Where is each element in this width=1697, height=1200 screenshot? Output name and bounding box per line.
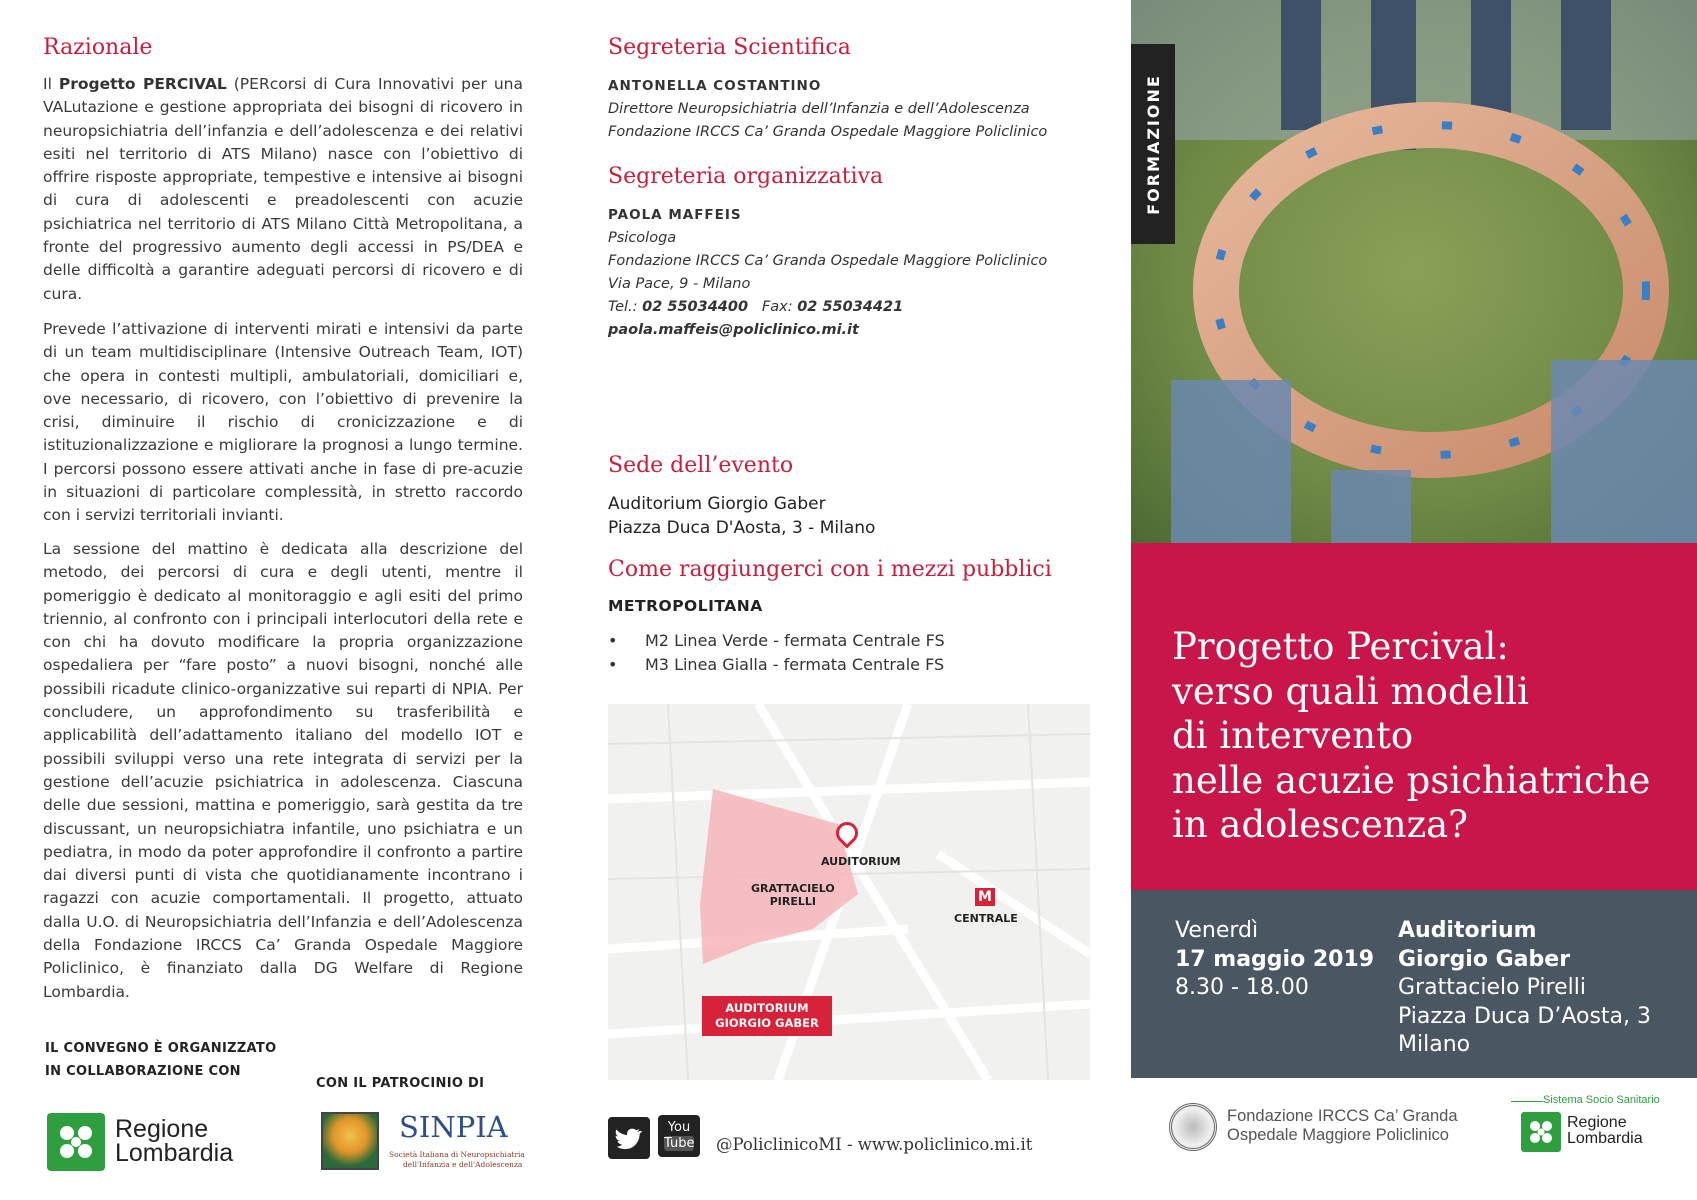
venue-line-2: Piazza Duca D'Aosta, 3 - Milano bbox=[608, 518, 876, 538]
sistema-regione-logo bbox=[1511, 1094, 1691, 1166]
organized-line-1: IL CONVEGNO È ORGANIZZATO bbox=[45, 1041, 277, 1056]
place-line-3: Grattacielo Pirelli bbox=[1398, 975, 1586, 1000]
right-column bbox=[1131, 0, 1697, 1200]
scientific-name: ANTONELLA COSTANTINO bbox=[608, 78, 822, 94]
organized-line-2: IN COLLABORAZIONE CON bbox=[45, 1064, 241, 1079]
sinpia-subtitle-1: Società Italiana di Neuropsichiatria bbox=[389, 1150, 525, 1159]
map-label-auditorium: AUDITORIUM bbox=[821, 855, 901, 868]
youtube-tube: Tube bbox=[664, 1136, 695, 1151]
grattacielo-line-2: PIRELLI bbox=[769, 895, 816, 908]
fondazione-logo bbox=[1169, 1103, 1479, 1155]
metro-item-text: M3 Linea Gialla - fermata Centrale FS bbox=[645, 655, 945, 674]
organizing-contact bbox=[608, 204, 1047, 342]
event-date: 17 maggio 2019 bbox=[1175, 946, 1375, 972]
tel-number: 02 55034400 bbox=[642, 299, 749, 315]
event-place bbox=[1398, 917, 1651, 1060]
email-link[interactable]: paola.maffeis@policlinico.mi.it bbox=[608, 322, 859, 338]
grattacielo-line-1: GRATTACIELO bbox=[751, 882, 835, 895]
sinpia-logo bbox=[321, 1110, 525, 1174]
badge-line-2: GIORGIO GABER bbox=[715, 1016, 819, 1030]
organizing-org: Fondazione IRCCS Ca’ Granda Ospedale Maggiore Policlinico bbox=[608, 253, 1048, 269]
razionale-paragraph-1 bbox=[43, 73, 523, 306]
scientific-role: Direttore Neuropsichiatria dell’Infanzia e dell’Adolescenza bbox=[608, 101, 1030, 117]
title-line: di intervento bbox=[1172, 714, 1414, 757]
metro-list bbox=[608, 629, 945, 677]
place-line-1: Auditorium bbox=[1398, 918, 1537, 943]
fax-label: Fax: bbox=[761, 299, 798, 315]
list-item bbox=[608, 629, 945, 653]
fax-number: 02 55034421 bbox=[797, 299, 904, 315]
social-handle-website[interactable]: @PoliclinicoMI - www.policlinico.mi.it bbox=[716, 1135, 1033, 1154]
segreteria-organizzativa-title: Segreteria organizzativa bbox=[608, 164, 884, 189]
title-line: nelle acuzie psichiatriche bbox=[1172, 758, 1651, 802]
policlinico-seal-icon bbox=[1169, 1103, 1217, 1151]
regione-line-2: Lombardia bbox=[1567, 1130, 1643, 1147]
map-badge-auditorium bbox=[702, 996, 832, 1036]
regione-logo-line-2: Lombardia bbox=[115, 1139, 234, 1167]
place-line-2: Giorgio Gaber bbox=[1398, 946, 1571, 972]
sistema-rule bbox=[1511, 1101, 1543, 1102]
place-line-4: Piazza Duca D’Aosta, 3 bbox=[1398, 1003, 1652, 1029]
metro-title: METROPOLITANA bbox=[608, 597, 763, 615]
razionale-paragraph-2: Prevede l’attivazione di interventi mirati e intensivi da parte di un team multidisciplinare (Intensive Outreach Team, IOT) che opera in contesti multipli, ambulatoriali, domiciliari e, ove necessario, di ricovero, con l’obiettivo di prevenire la crisi, diminuire il rischio di cronicizzazione e di istituzionalizzazione e migliorare la prognosi a lungo termine. I percorsi possono essere attivati anche in fase di pre-acuzie in situazioni di particolare complessità, in stretto raccordo con i servizi territoriali invianti. bbox=[43, 320, 523, 525]
metro-m-letter: M bbox=[978, 889, 992, 905]
sinpia-subtitle-2: dell'Infanzia e dell'Adolescenza bbox=[403, 1160, 523, 1169]
event-time: 8.30 - 18.00 bbox=[1175, 975, 1309, 1000]
segreteria-scientifica-title: Segreteria Scientifica bbox=[608, 35, 851, 60]
fondazione-line-1: Fondazione IRCCS Ca’ Granda bbox=[1227, 1107, 1458, 1125]
sistema-label: Sistema Socio Sanitario bbox=[1543, 1094, 1660, 1106]
title-panel bbox=[1131, 543, 1697, 890]
razionale-title: Razionale bbox=[43, 35, 153, 60]
razionale-paragraph-3: La sessione del mattino è dedicata alla descrizione del metodo, dei percorsi di cura e degli utenti, mentre il pomeriggio è dedicato al monitoraggio e agli esiti del primo triennio, al confronto con i principali interlocutori della rete e con chi ha dovuto modificare la propria organizzazione ospedaliera per “fare posto” a nuovi bisogni, nonché alle possibili ricadute clinico-organizzative sui reparti di NPIA. Per concludere, un approfondimento su trasferibilità e applicabilità dell’adattamento italiano del modello IOT e possibili sviluppi verso una rete integrata di servizi per la gestione dell’acuzie psichiatrica in adolescenza. Ciascuna delle due sessioni, mattina e pomeriggio, sarà gestita da tre discussant, un neuropsichiatra infantile, uno psichiatra e un pediatra, in modo da poter approfondire il confronto a partire dai diversi punti di vista che quotidianamente incontrano i ragazzi con acuzie comportamentali. Il progetto, attuato dalla U.O. di Neuropsichiatria dell’Infanzia e dell’Adolescenza della Fondazione IRCCS Ca’ Granda Ospedale Maggiore Policlinico, è finanziato dalla DG Welfare di Regione Lombardia. bbox=[43, 540, 523, 1001]
come-raggiungerci-title: Come raggiungerci con i mezzi pubblici bbox=[608, 557, 1052, 582]
youtube-you: You bbox=[667, 1120, 691, 1135]
scientific-contact bbox=[608, 75, 1047, 144]
event-info-panel bbox=[1131, 890, 1697, 1078]
metro-item-text: M2 Linea Verde - fermata Centrale FS bbox=[645, 631, 945, 650]
tel-label: Tel.: bbox=[608, 299, 643, 315]
lombardia-rose-icon bbox=[1521, 1112, 1561, 1152]
title-line: Progetto Percival: bbox=[1172, 625, 1509, 668]
map-label-centrale: CENTRALE bbox=[954, 912, 1018, 925]
lombardia-rose-icon bbox=[47, 1113, 105, 1171]
metro-m-icon bbox=[975, 888, 995, 906]
p1-text-b: (PERcorsi di Cura Innovativi per una VALutazione e gestione appropriata dei bisogni di ricovero in neuropsichiatria dell’infanzia e dell’adolescenza e dei relativi esiti nel territorio di ATS Milano) nasce con l’obiettivo di offrire risposte appropriate, tempestive e intensive ai bisogni di cura di adolescenti e preadolescenti con acuzie psichiatrica nel territorio di ATS Milano Città Metropolitana, a fronte del progressivo aumento degli accessi in PS/DEA e delle difficoltà a garantire adeguati percorsi di ricovero e di cura. bbox=[43, 75, 523, 303]
phone-fax-line bbox=[608, 296, 1047, 319]
place-line-5: Milano bbox=[1398, 1032, 1471, 1057]
regione-lombardia-logo bbox=[47, 1113, 247, 1173]
list-item bbox=[608, 653, 945, 677]
regione-logo-line-1: Regione bbox=[115, 1115, 209, 1143]
sinpia-emblem-icon bbox=[321, 1112, 379, 1170]
event-title bbox=[1172, 625, 1682, 848]
bullet: • bbox=[608, 655, 618, 674]
organizing-address: Via Pace, 9 - Milano bbox=[608, 276, 751, 292]
organizing-name: PAOLA MAFFEIS bbox=[608, 207, 742, 223]
twitter-icon[interactable] bbox=[608, 1117, 650, 1159]
title-line: in adolescenza? bbox=[1172, 803, 1468, 846]
organizing-role: Psicologa bbox=[608, 230, 677, 246]
fondazione-line-2: Ospedale Maggiore Policlinico bbox=[1227, 1126, 1449, 1144]
bullet: • bbox=[608, 631, 618, 650]
regione-line-1: Regione bbox=[1567, 1114, 1627, 1131]
project-name: Progetto PERCIVAL bbox=[58, 75, 227, 93]
hands-circle-photo bbox=[1131, 0, 1697, 543]
formazione-tab bbox=[1131, 44, 1175, 244]
youtube-icon[interactable] bbox=[658, 1115, 700, 1157]
formazione-label: FORMAZIONE bbox=[1143, 73, 1163, 215]
event-datetime bbox=[1175, 917, 1374, 1003]
badge-line-1: AUDITORIUM bbox=[725, 1001, 809, 1015]
scientific-org: Fondazione IRCCS Ca’ Granda Ospedale Maggiore Policlinico bbox=[608, 124, 1048, 140]
title-line: verso quali modelli bbox=[1172, 669, 1529, 713]
location-map[interactable] bbox=[608, 704, 1090, 1080]
event-day: Venerdì bbox=[1175, 918, 1259, 943]
sede-title: Sede dell’evento bbox=[608, 453, 794, 478]
venue-address bbox=[608, 492, 875, 540]
p1-text-a: Il bbox=[43, 75, 59, 93]
venue-line-1: Auditorium Giorgio Gaber bbox=[608, 494, 826, 514]
sinpia-name: SINPIA bbox=[399, 1110, 508, 1144]
organized-label bbox=[45, 1037, 276, 1083]
patrocinio-label: CON IL PATROCINIO DI bbox=[316, 1076, 485, 1091]
map-label-grattacielo bbox=[751, 882, 835, 908]
